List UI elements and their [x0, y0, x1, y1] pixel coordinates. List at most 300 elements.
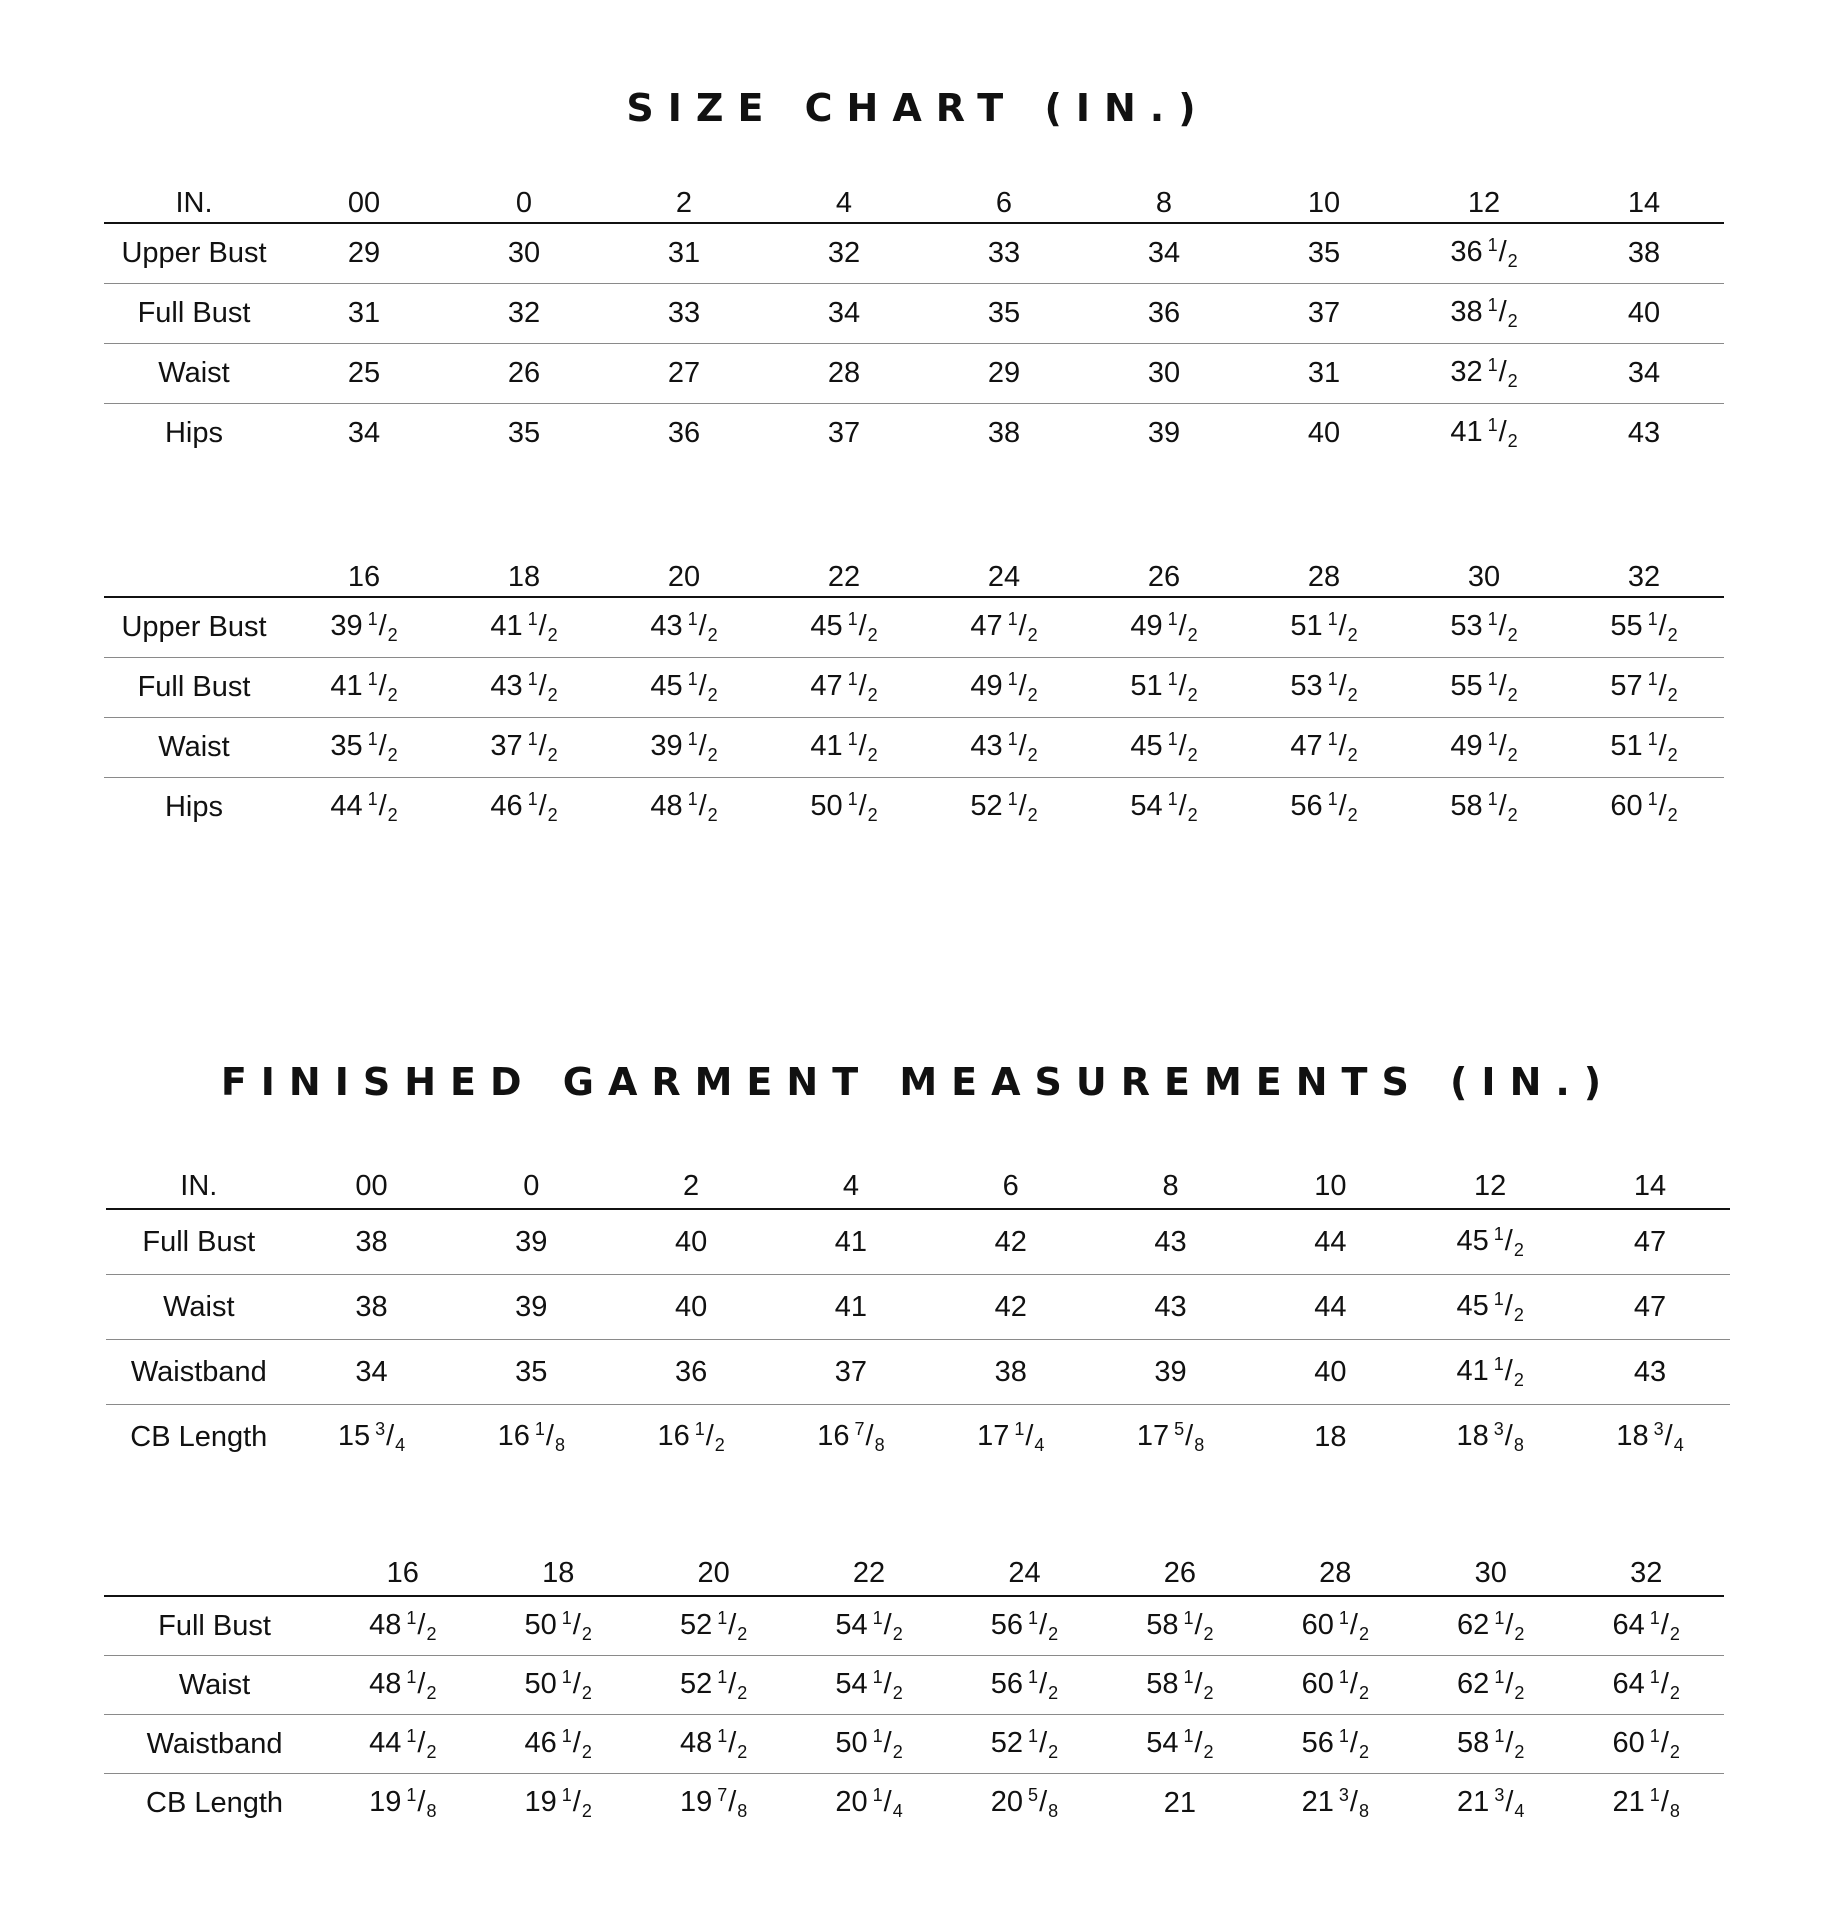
size-header: 0 — [444, 184, 604, 223]
fraction-value: 41 $^1/_2$ — [1456, 1353, 1524, 1390]
measurement-cell: 39 — [1147, 417, 1181, 449]
measurement-cell: 44 — [1314, 1225, 1347, 1258]
measurement-cell — [1404, 344, 1564, 404]
measurement-cell — [284, 597, 444, 658]
row-label: Hips — [164, 791, 223, 823]
measurement-cell — [1564, 778, 1724, 838]
row-label: Waist — [178, 1668, 251, 1701]
measurement-cell — [1410, 1275, 1570, 1340]
measurement-cell: 47 — [1633, 1225, 1667, 1258]
size-header: 24 — [947, 1551, 1102, 1596]
table-row — [106, 1405, 1730, 1470]
table-row — [106, 1275, 1730, 1340]
table-row — [104, 778, 1724, 838]
fraction-value: 17 $^5/_8$ — [1136, 1418, 1205, 1455]
size-chart-table-1 — [104, 184, 1724, 463]
fraction-value: 52 $^1/_2$ — [990, 1725, 1059, 1762]
measurement-cell — [636, 1656, 791, 1715]
fraction-value: 58 $^1/_2$ — [1146, 1607, 1214, 1644]
measurement-cell — [791, 1656, 946, 1715]
measurement-cell — [284, 718, 444, 778]
measurement-cell: 35 — [507, 417, 541, 449]
size-header: 12 — [1410, 1164, 1570, 1209]
measurement-cell — [636, 1596, 791, 1656]
measurement-cell: 38 — [994, 1355, 1027, 1388]
measurement-cell: 27 — [667, 357, 701, 389]
measurement-cell: 36 — [674, 1355, 708, 1388]
fraction-value: 56 $^1/_2$ — [1301, 1725, 1369, 1762]
measurement-cell — [791, 1596, 946, 1656]
size-header: 18 — [480, 1551, 635, 1596]
measurement-cell — [604, 658, 764, 718]
size-header: 16 — [284, 558, 444, 597]
row-label: Full Bust — [137, 671, 251, 703]
measurement-cell — [1568, 1596, 1724, 1656]
measurement-cell: 39 — [515, 1225, 548, 1258]
fraction-value: 58 $^1/_2$ — [1457, 1725, 1525, 1762]
row-label: Upper Bust — [121, 611, 267, 643]
measurement-cell: 39 — [1154, 1355, 1187, 1388]
measurement-cell: 28 — [827, 357, 861, 389]
fraction-value: 44 $^1/_2$ — [330, 789, 398, 825]
fraction-value: 50 $^1/_2$ — [524, 1607, 592, 1644]
measurement-cell — [284, 658, 444, 718]
measurement-cell — [1410, 1340, 1570, 1405]
size-header: 28 — [1244, 558, 1404, 597]
fraction-value: 56 $^1/_2$ — [990, 1607, 1059, 1644]
measurement-cell — [325, 1715, 480, 1774]
fraction-value: 15 $^3/_4$ — [337, 1418, 406, 1455]
measurement-cell — [1404, 658, 1564, 718]
fraction-value: 53 $^1/_2$ — [1450, 609, 1518, 645]
size-header: 30 — [1413, 1551, 1568, 1596]
measurement-cell — [947, 1774, 1102, 1833]
size-chart-title: SIZE CHART (IN.) — [626, 86, 1210, 130]
garment-measurements-title: FINISHED GARMENT MEASUREMENTS (IN.) — [220, 1060, 1616, 1104]
fraction-value: 41 $^1/_2$ — [1450, 415, 1518, 451]
fraction-value: 20 $^1/_4$ — [835, 1784, 903, 1821]
fraction-value: 48 $^1/_2$ — [679, 1725, 748, 1762]
size-header: 4 — [764, 184, 924, 223]
header-row — [104, 558, 1724, 597]
size-header: 12 — [1404, 184, 1564, 223]
measurement-cell: 29 — [347, 237, 381, 269]
size-header: 18 — [444, 558, 604, 597]
size-header: 14 — [1564, 184, 1724, 223]
measurement-cell — [1084, 718, 1244, 778]
measurement-cell — [480, 1715, 635, 1774]
fraction-value: 48 $^1/_2$ — [369, 1666, 437, 1703]
fraction-value: 18 $^3/_8$ — [1456, 1418, 1524, 1455]
measurement-cell: 38 — [987, 417, 1021, 449]
fraction-value: 21 $^3/_8$ — [1301, 1784, 1369, 1821]
measurement-cell: 43 — [1633, 1355, 1667, 1388]
header-row — [106, 1164, 1730, 1209]
size-header: 22 — [791, 1551, 946, 1596]
measurement-cell: 41 — [834, 1225, 868, 1258]
measurement-cell — [480, 1656, 635, 1715]
measurement-cell — [1258, 1596, 1413, 1656]
table-row — [104, 658, 1724, 718]
fraction-value: 19 $^1/_2$ — [524, 1784, 592, 1821]
fraction-value: 41 $^1/_2$ — [490, 609, 558, 645]
measurement-cell — [1102, 1715, 1257, 1774]
fraction-value: 41 $^1/_2$ — [810, 729, 878, 765]
fraction-value: 20 $^5/_8$ — [990, 1784, 1059, 1821]
measurement-cell — [947, 1656, 1102, 1715]
fraction-value: 54 $^1/_2$ — [835, 1666, 903, 1703]
fraction-value: 21 $^1/_8$ — [1612, 1784, 1680, 1821]
row-label: CB Length — [130, 1420, 268, 1453]
measurement-cell: 43 — [1627, 417, 1661, 449]
measurement-cell: 44 — [1314, 1290, 1347, 1323]
measurement-cell — [1091, 1405, 1251, 1470]
fraction-value: 54 $^1/_2$ — [835, 1607, 903, 1644]
measurement-cell — [1258, 1715, 1413, 1774]
fraction-value: 41 $^1/_2$ — [330, 669, 398, 705]
fraction-value: 36 $^1/_2$ — [1450, 235, 1518, 271]
measurement-cell — [764, 778, 924, 838]
fraction-value: 16 $^1/_8$ — [497, 1418, 565, 1455]
fraction-value: 19 $^7/_8$ — [679, 1784, 748, 1821]
measurement-cell: 38 — [355, 1290, 388, 1323]
measurement-cell — [1413, 1656, 1568, 1715]
row-label: Waist — [163, 1290, 235, 1323]
measurement-cell: 40 — [1627, 297, 1661, 329]
measurement-cell — [1102, 1596, 1257, 1656]
measurement-cell — [1404, 597, 1564, 658]
measurement-cell: 38 — [1627, 237, 1661, 269]
size-header: 10 — [1250, 1164, 1410, 1209]
fraction-value: 17 $^1/_4$ — [977, 1418, 1045, 1455]
measurement-cell: 41 — [834, 1290, 868, 1323]
measurement-cell — [764, 597, 924, 658]
row-label: Waistband — [130, 1355, 267, 1388]
measurement-cell — [791, 1774, 946, 1833]
measurement-cell — [444, 658, 604, 718]
row-label: Full Bust — [158, 1609, 271, 1642]
measurement-cell — [292, 1405, 452, 1470]
size-header: 6 — [924, 184, 1084, 223]
size-header: 32 — [1564, 558, 1724, 597]
table-row — [104, 404, 1724, 464]
table-row — [104, 718, 1724, 778]
header-label: IN. — [104, 184, 284, 223]
fraction-value: 47 $^1/_2$ — [810, 669, 878, 705]
fraction-value: 35 $^1/_2$ — [330, 729, 398, 765]
fraction-value: 45 $^1/_2$ — [1456, 1223, 1524, 1260]
fraction-value: 49 $^1/_2$ — [970, 669, 1038, 705]
table-row — [104, 223, 1724, 284]
measurement-cell — [1244, 718, 1404, 778]
measurement-cell — [1410, 1405, 1570, 1470]
measurement-cell: 36 — [667, 417, 701, 449]
size-header: 32 — [1568, 1551, 1724, 1596]
fraction-value: 46 $^1/_2$ — [490, 789, 558, 825]
fraction-value: 47 $^1/_2$ — [1290, 729, 1358, 765]
measurement-cell — [444, 718, 604, 778]
header-row — [104, 184, 1724, 223]
measurement-cell: 35 — [515, 1355, 548, 1388]
measurement-cell — [325, 1774, 480, 1833]
measurement-cell: 43 — [1154, 1225, 1187, 1258]
measurement-cell: 37 — [827, 417, 861, 449]
measurement-cell — [924, 778, 1084, 838]
measurement-cell: 43 — [1154, 1290, 1187, 1323]
fraction-value: 56 $^1/_2$ — [990, 1666, 1059, 1703]
fraction-value: 60 $^1/_2$ — [1301, 1607, 1369, 1644]
measurement-cell — [480, 1596, 635, 1656]
measurement-cell: 25 — [347, 357, 381, 389]
header-label: IN. — [106, 1164, 292, 1209]
size-header: 10 — [1244, 184, 1404, 223]
measurement-cell — [604, 718, 764, 778]
fraction-value: 51 $^1/_2$ — [1130, 669, 1198, 705]
measurement-cell: 38 — [355, 1225, 388, 1258]
measurement-cell: 40 — [674, 1225, 708, 1258]
header-label — [104, 558, 284, 597]
fraction-value: 48 $^1/_2$ — [369, 1607, 437, 1644]
row-label: Full Bust — [142, 1225, 256, 1258]
measurement-cell — [1568, 1774, 1724, 1833]
fraction-value: 44 $^1/_2$ — [369, 1725, 437, 1762]
fraction-value: 16 $^1/_2$ — [657, 1418, 725, 1455]
measurement-cell: 33 — [987, 237, 1021, 269]
fraction-value: 54 $^1/_2$ — [1130, 789, 1198, 825]
size-header: 20 — [604, 558, 764, 597]
measurement-cell: 47 — [1633, 1290, 1667, 1323]
measurement-cell — [1413, 1596, 1568, 1656]
fraction-value: 60 $^1/_2$ — [1610, 789, 1678, 825]
measurement-cell — [791, 1715, 946, 1774]
fraction-value: 58 $^1/_2$ — [1146, 1666, 1214, 1703]
size-header: 8 — [1084, 184, 1244, 223]
fraction-value: 50 $^1/_2$ — [524, 1666, 592, 1703]
size-header: 0 — [451, 1164, 611, 1209]
measurement-cell: 34 — [347, 417, 381, 449]
measurement-cell — [947, 1596, 1102, 1656]
fraction-value: 55 $^1/_2$ — [1450, 669, 1518, 705]
size-header: 20 — [636, 1551, 791, 1596]
row-label: Waistband — [146, 1727, 283, 1760]
fraction-value: 50 $^1/_2$ — [835, 1725, 903, 1762]
measurement-cell — [1413, 1774, 1568, 1833]
size-header: 4 — [771, 1164, 931, 1209]
table-row — [104, 597, 1724, 658]
measurement-cell — [1564, 597, 1724, 658]
measurement-cell: 40 — [1307, 417, 1341, 449]
measurement-cell — [1410, 1209, 1570, 1275]
measurement-cell — [284, 778, 444, 838]
row-label: Waist — [158, 731, 230, 763]
size-header: 2 — [604, 184, 764, 223]
measurement-cell — [1564, 658, 1724, 718]
measurement-cell — [1404, 404, 1564, 464]
measurement-cell — [1413, 1715, 1568, 1774]
measurement-cell — [1258, 1774, 1413, 1833]
fraction-value: 43 $^1/_2$ — [490, 669, 558, 705]
measurement-cell — [451, 1405, 611, 1470]
measurement-cell: 31 — [667, 237, 701, 269]
measurement-cell — [1404, 284, 1564, 344]
size-chart-table-2 — [104, 558, 1724, 837]
fraction-value: 43 $^1/_2$ — [650, 609, 718, 645]
size-header: 00 — [284, 184, 444, 223]
row-label: Full Bust — [137, 297, 251, 329]
fraction-value: 45 $^1/_2$ — [650, 669, 718, 705]
fraction-value: 55 $^1/_2$ — [1610, 609, 1678, 645]
measurement-cell — [604, 778, 764, 838]
measurement-cell: 31 — [1307, 357, 1341, 389]
fraction-value: 45 $^1/_2$ — [1456, 1288, 1524, 1325]
measurement-cell: 40 — [1314, 1355, 1347, 1388]
size-header: 2 — [611, 1164, 771, 1209]
fraction-value: 45 $^1/_2$ — [810, 609, 878, 645]
fraction-value: 49 $^1/_2$ — [1450, 729, 1518, 765]
fraction-value: 39 $^1/_2$ — [330, 609, 398, 645]
measurement-cell — [1404, 223, 1564, 284]
measurement-cell: 32 — [827, 237, 861, 269]
garment-measurements-table-1 — [106, 1164, 1730, 1469]
measurement-cell: 30 — [1147, 357, 1181, 389]
measurement-cell: 26 — [507, 357, 541, 389]
garment-measurements-table-2 — [104, 1551, 1724, 1832]
fraction-value: 52 $^1/_2$ — [970, 789, 1038, 825]
fraction-value: 51 $^1/_2$ — [1290, 609, 1358, 645]
measurement-cell: 40 — [674, 1290, 708, 1323]
measurement-cell: 39 — [515, 1290, 548, 1323]
measurement-cell — [1244, 778, 1404, 838]
size-header: 26 — [1102, 1551, 1257, 1596]
fraction-value: 52 $^1/_2$ — [679, 1607, 748, 1644]
table-row — [104, 284, 1724, 344]
measurement-cell: 30 — [507, 237, 541, 269]
measurement-cell: 31 — [347, 297, 381, 329]
table-row — [104, 1774, 1724, 1833]
table-row — [104, 1715, 1724, 1774]
table-row — [104, 1656, 1724, 1715]
fraction-value: 39 $^1/_2$ — [650, 729, 718, 765]
measurement-cell: 42 — [994, 1225, 1027, 1258]
measurement-cell — [636, 1774, 791, 1833]
size-header: 22 — [764, 558, 924, 597]
measurement-cell: 34 — [1147, 237, 1181, 269]
fraction-value: 50 $^1/_2$ — [810, 789, 878, 825]
fraction-value: 19 $^1/_8$ — [369, 1784, 437, 1821]
measurement-cell — [1570, 1405, 1730, 1470]
measurement-cell: 42 — [994, 1290, 1027, 1323]
fraction-value: 58 $^1/_2$ — [1450, 789, 1518, 825]
measurement-cell — [771, 1405, 931, 1470]
measurement-cell — [1244, 597, 1404, 658]
fraction-value: 51 $^1/_2$ — [1610, 729, 1678, 765]
row-label: Waist — [158, 357, 230, 389]
measurement-cell: 35 — [987, 297, 1021, 329]
fraction-value: 45 $^1/_2$ — [1130, 729, 1198, 765]
measurement-cell — [444, 597, 604, 658]
measurement-cell — [947, 1715, 1102, 1774]
size-header: 6 — [931, 1164, 1091, 1209]
measurement-cell: 36 — [1147, 297, 1181, 329]
measurement-cell — [325, 1656, 480, 1715]
measurement-cell: 34 — [355, 1355, 388, 1388]
measurement-cell — [325, 1596, 480, 1656]
fraction-value: 21 $^3/_4$ — [1457, 1784, 1525, 1821]
measurement-cell — [1084, 778, 1244, 838]
measurement-cell: 32 — [507, 297, 541, 329]
size-header: 26 — [1084, 558, 1244, 597]
header-row — [104, 1551, 1724, 1596]
measurement-cell — [1084, 658, 1244, 718]
row-label: CB Length — [146, 1786, 284, 1819]
measurement-cell — [1404, 718, 1564, 778]
measurement-cell — [1258, 1656, 1413, 1715]
row-label: Hips — [164, 417, 223, 449]
fraction-value: 37 $^1/_2$ — [490, 729, 558, 765]
table-row — [104, 344, 1724, 404]
measurement-cell: 35 — [1307, 237, 1341, 269]
fraction-value: 18 $^3/_4$ — [1616, 1418, 1684, 1455]
size-header: 8 — [1091, 1164, 1251, 1209]
measurement-cell — [1568, 1656, 1724, 1715]
table-row — [104, 1596, 1724, 1656]
fraction-value: 53 $^1/_2$ — [1290, 669, 1358, 705]
size-header: 16 — [325, 1551, 480, 1596]
fraction-value: 49 $^1/_2$ — [1130, 609, 1198, 645]
fraction-value: 38 $^1/_2$ — [1450, 295, 1518, 331]
measurement-cell — [611, 1405, 771, 1470]
fraction-value: 56 $^1/_2$ — [1290, 789, 1358, 825]
measurement-cell: 29 — [987, 357, 1021, 389]
measurement-cell — [480, 1774, 635, 1833]
fraction-value: 62 $^1/_2$ — [1457, 1607, 1525, 1644]
size-header: 30 — [1404, 558, 1564, 597]
size-header: 24 — [924, 558, 1084, 597]
fraction-value: 64 $^1/_2$ — [1612, 1607, 1680, 1644]
fraction-value: 32 $^1/_2$ — [1450, 355, 1518, 391]
measurement-cell — [1568, 1715, 1724, 1774]
measurement-cell — [636, 1715, 791, 1774]
measurement-cell — [1404, 778, 1564, 838]
measurement-cell: 37 — [1307, 297, 1341, 329]
row-label: Upper Bust — [121, 237, 267, 269]
measurement-cell — [1102, 1656, 1257, 1715]
fraction-value: 62 $^1/_2$ — [1457, 1666, 1525, 1703]
measurement-cell — [924, 658, 1084, 718]
measurement-cell — [924, 718, 1084, 778]
measurement-cell — [764, 658, 924, 718]
fraction-value: 52 $^1/_2$ — [679, 1666, 748, 1703]
fraction-value: 60 $^1/_2$ — [1301, 1666, 1369, 1703]
fraction-value: 16 $^7/_8$ — [817, 1418, 885, 1455]
fraction-value: 46 $^1/_2$ — [524, 1725, 592, 1762]
measurement-cell: 37 — [834, 1355, 868, 1388]
measurement-cell — [1084, 597, 1244, 658]
measurement-cell — [924, 597, 1084, 658]
fraction-value: 64 $^1/_2$ — [1612, 1666, 1680, 1703]
measurement-cell — [1564, 718, 1724, 778]
fraction-value: 54 $^1/_2$ — [1146, 1725, 1214, 1762]
measurement-cell: 34 — [827, 297, 861, 329]
header-label — [104, 1551, 325, 1596]
measurement-cell: 34 — [1627, 357, 1661, 389]
size-header: 00 — [292, 1164, 452, 1209]
size-header: 28 — [1258, 1551, 1413, 1596]
fraction-value: 60 $^1/_2$ — [1612, 1725, 1680, 1762]
measurement-cell — [1244, 658, 1404, 718]
measurement-cell — [604, 597, 764, 658]
measurement-cell: 33 — [667, 297, 701, 329]
